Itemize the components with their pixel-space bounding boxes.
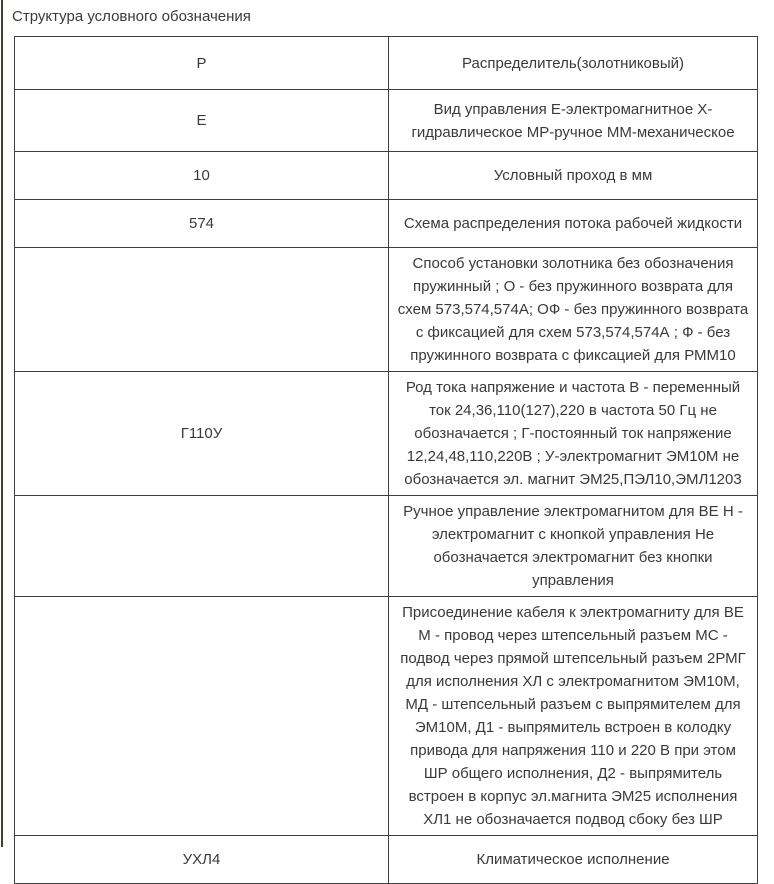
code-cell: 574 (15, 200, 389, 248)
page-left-border (1, 0, 3, 847)
table-row (15, 90, 758, 152)
description-cell: Род тока напряжение и частота В - переменный ток 24,36,110(127),220 в частота 50 Гц не обозначается ; Г-постоянный ток напряжение 12,24,48,110,220В ; У-электромагнит ЭМ10М не обозначается эл. магнит ЭМ25,ПЭЛ10,ЭМЛ1203 (389, 372, 758, 496)
description-cell: Климатическое исполнение (389, 836, 758, 884)
description-cell: Условный проход в мм (389, 152, 758, 200)
code-cell: Е (15, 90, 389, 152)
table-row (15, 496, 758, 597)
table-row (15, 152, 758, 200)
code-cell (15, 597, 389, 836)
table-row (15, 836, 758, 884)
description-cell: Присоединение кабеля к электромагниту для ВЕ М - провод через штепсельный разъем МС - подвод через прямой штепсельный разъем 2РМГ для исполнения ХЛ с электромагнитом ЭМ10М, МД - штепсельный разъем с выпрямителем для ЭМ10М, Д1 - выпрямитель встроен в колодку привода для напряжения 110 и 220 В при этом ШР общего исполнения, Д2 - выпрямитель встроен в корпус эл.магнита ЭМ25 исполнения ХЛ1 не обозначается подвод сбоку без ШР (389, 597, 758, 836)
code-cell (15, 248, 389, 372)
code-cell: УХЛ4 (15, 836, 389, 884)
code-cell: 10 (15, 152, 389, 200)
table-row (15, 37, 758, 90)
code-cell: Р (15, 37, 389, 90)
description-cell: Вид управления Е-электромагнитное Х-гидравлическое МР-ручное ММ-механическое (389, 90, 758, 152)
description-cell: Схема распределения потока рабочей жидкости (389, 200, 758, 248)
table-row (15, 200, 758, 248)
table-row (15, 597, 758, 836)
code-cell: Г110У (15, 372, 389, 496)
description-cell: Способ установки золотника без обозначения пружинный ; О - без пружинного возврата для схем 573,574,574А; ОФ - без пружинного возврата с фиксацией для схем 573,574,574А ; Ф - без пружинного возврата с фиксацией для РММ10 (389, 248, 758, 372)
table-row (15, 372, 758, 496)
description-cell: Распределитель(золотниковый) (389, 37, 758, 90)
code-cell (15, 496, 389, 597)
page-title: Структура условного обозначения (12, 8, 251, 25)
designation-structure-table (14, 36, 758, 884)
description-cell: Ручное управление электромагнитом для ВЕ Н - электромагнит с кнопкой управления Не обозначается электромагнит без кнопки управления (389, 496, 758, 597)
table-row (15, 248, 758, 372)
